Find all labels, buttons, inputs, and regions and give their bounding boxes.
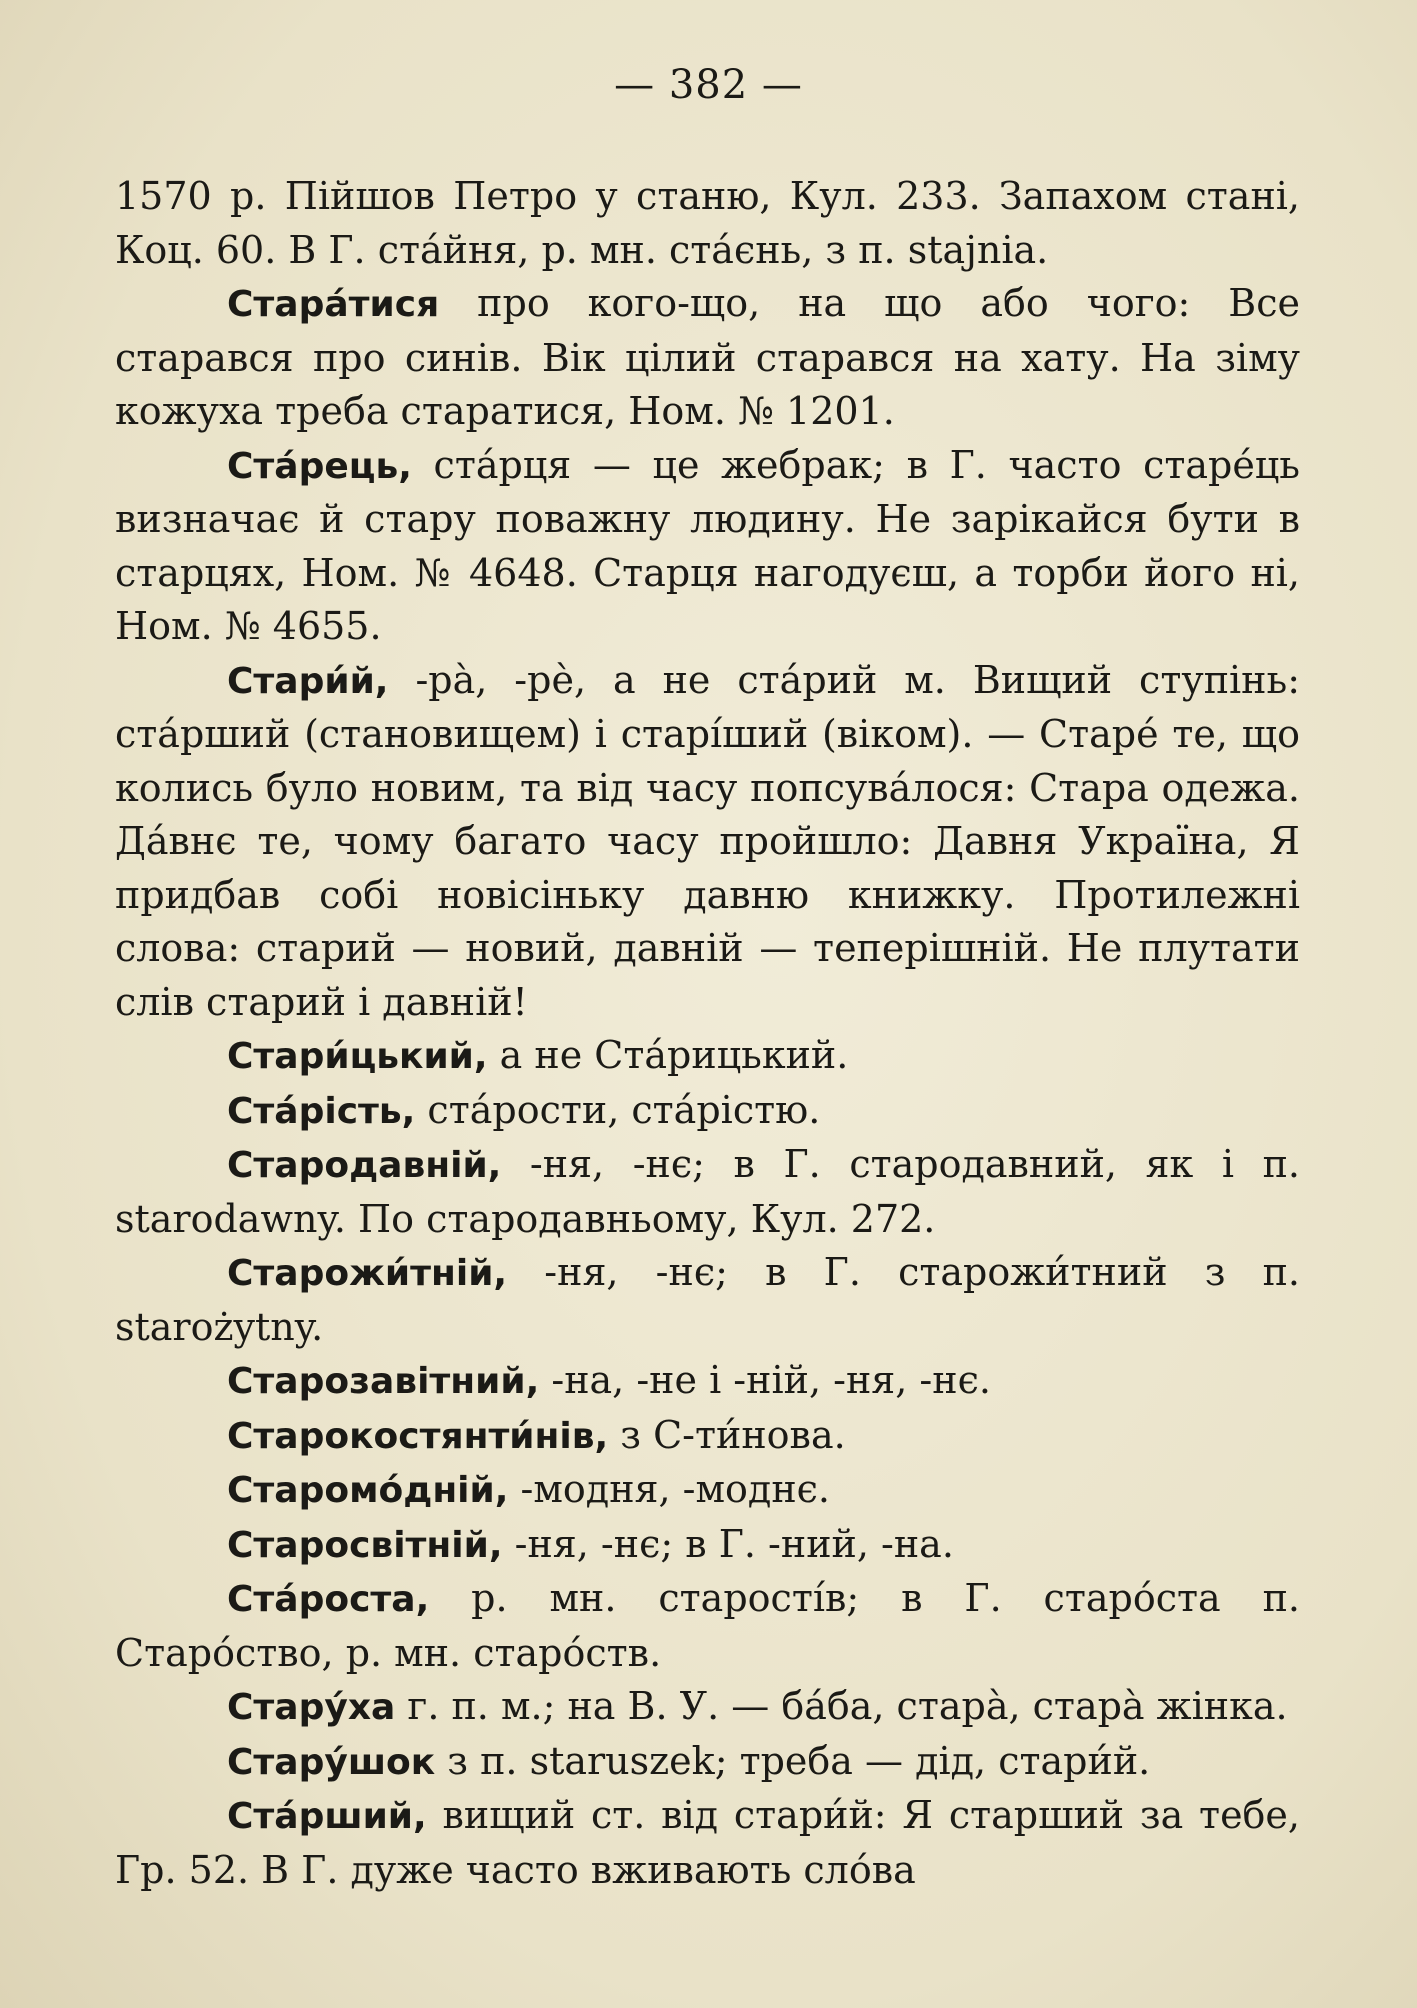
entry-text: г. п. м.; на В. У. — ба́ба, стара̀, стара̀ жінка.	[395, 1684, 1288, 1728]
entry-text: а не Ста́рицький.	[487, 1033, 849, 1077]
entry-stainia-continued	[115, 170, 1300, 277]
entry-text: -ня, -нє; в Г. старожи́тний з п. starożytny.	[115, 1250, 1300, 1349]
entry-text: -ра̀, -рѐ, а не ста́рий м. Вищий ступінь: ста́рший (становищем) і старі́ший (віком). — Старе́ те, що колись було новим, та від часу попсува́лося: Стара одежа. Да́внє те, чому багато часу пройшло: Давня Україна, Я придбав собі новісіньку давню книжку. Протилежні слова: старий — новий, давній — теперішній. Не плутати слів старий і давній!	[115, 657, 1300, 1024]
headword: Ста́рість,	[227, 1090, 416, 1132]
dictionary-text	[115, 170, 1300, 1897]
entry-text: -модня, -моднє.	[508, 1467, 831, 1511]
entry-staryi	[115, 654, 1300, 1030]
entry-starist	[115, 1084, 1300, 1139]
entry-text: ста́рости, ста́рістю.	[415, 1087, 821, 1132]
headword: Стари́цький,	[227, 1036, 488, 1077]
headword: Стара́тися	[227, 284, 440, 325]
entry-starozavitnyi	[115, 1354, 1300, 1409]
entry-starosta	[115, 1572, 1300, 1680]
entry-starodavnii	[115, 1138, 1300, 1246]
entry-starshyi	[115, 1789, 1300, 1897]
headword: Старомо́дній,	[227, 1470, 509, 1511]
entry-staratysia	[115, 277, 1300, 439]
headword: Ста́рець,	[227, 445, 412, 487]
entry-text: 1570 р. Пійшов Петро у станю, Кул. 233. Запахом стані, Коц. 60. В Г. ста́йня, р. мн. ста́єнь, з п. stajnia.	[115, 174, 1300, 272]
entry-text: -ня, -нє; в Г. стародавний, як і п. starodawny. По стародавньому, Кул. 272.	[115, 1142, 1300, 1241]
headword: Старожи́тній,	[227, 1253, 508, 1294]
headword: Стару́ха	[227, 1687, 396, 1728]
headword: Старозавітний,	[227, 1361, 540, 1402]
entry-starosvitnii	[115, 1518, 1300, 1573]
headword: Старосвітній,	[227, 1524, 503, 1566]
headword: Ста́роста,	[227, 1579, 430, 1620]
headword: Стари́й,	[227, 660, 389, 702]
headword: Старокостянти́нів,	[227, 1415, 609, 1457]
entry-text: про кого-що, на що або чого: Все старався про синів. Вік цілий старався на хату. На зіму кожуха треба старатися, Ном. № 1201.	[115, 281, 1300, 433]
entry-text: -ня, -нє; в Г. -ний, -на.	[502, 1521, 954, 1566]
entry-text: вищий ст. від стари́й: Я старший за тебе, Гр. 52. В Г. дуже часто вживають сло́ва	[115, 1793, 1300, 1892]
entry-starets	[115, 439, 1300, 654]
entry-starukha	[115, 1680, 1300, 1735]
entry-starozhytnii	[115, 1246, 1300, 1354]
headword: Стару́шок	[227, 1741, 436, 1783]
entry-starushok	[115, 1735, 1300, 1790]
entry-staromodnii	[115, 1463, 1300, 1518]
page-number: — 382 —	[614, 62, 803, 108]
entry-text: р. мн. старості́в; в Г. старо́ста п. Старо́ство, р. мн. старо́ств.	[115, 1576, 1300, 1675]
headword: Стародавній,	[227, 1145, 502, 1186]
entry-text: з п. staruszek; треба — дід, стари́й.	[435, 1738, 1151, 1783]
entry-text: з С-ти́нова.	[608, 1412, 846, 1457]
entry-starokostiantyniv	[115, 1409, 1300, 1464]
entry-text: ста́рця — це жебрак; в Г. часто старе́ць визначає й стару поважну людину. Не зарікайся бути в старцях, Ном. № 4648. Старця нагодуєш, а торби його ні, Ном. № 4655.	[115, 442, 1300, 648]
entry-starytskyi	[115, 1029, 1300, 1084]
headword: Ста́рший,	[227, 1796, 427, 1837]
entry-text: -на, -не і -ній, -ня, -нє.	[539, 1358, 991, 1402]
